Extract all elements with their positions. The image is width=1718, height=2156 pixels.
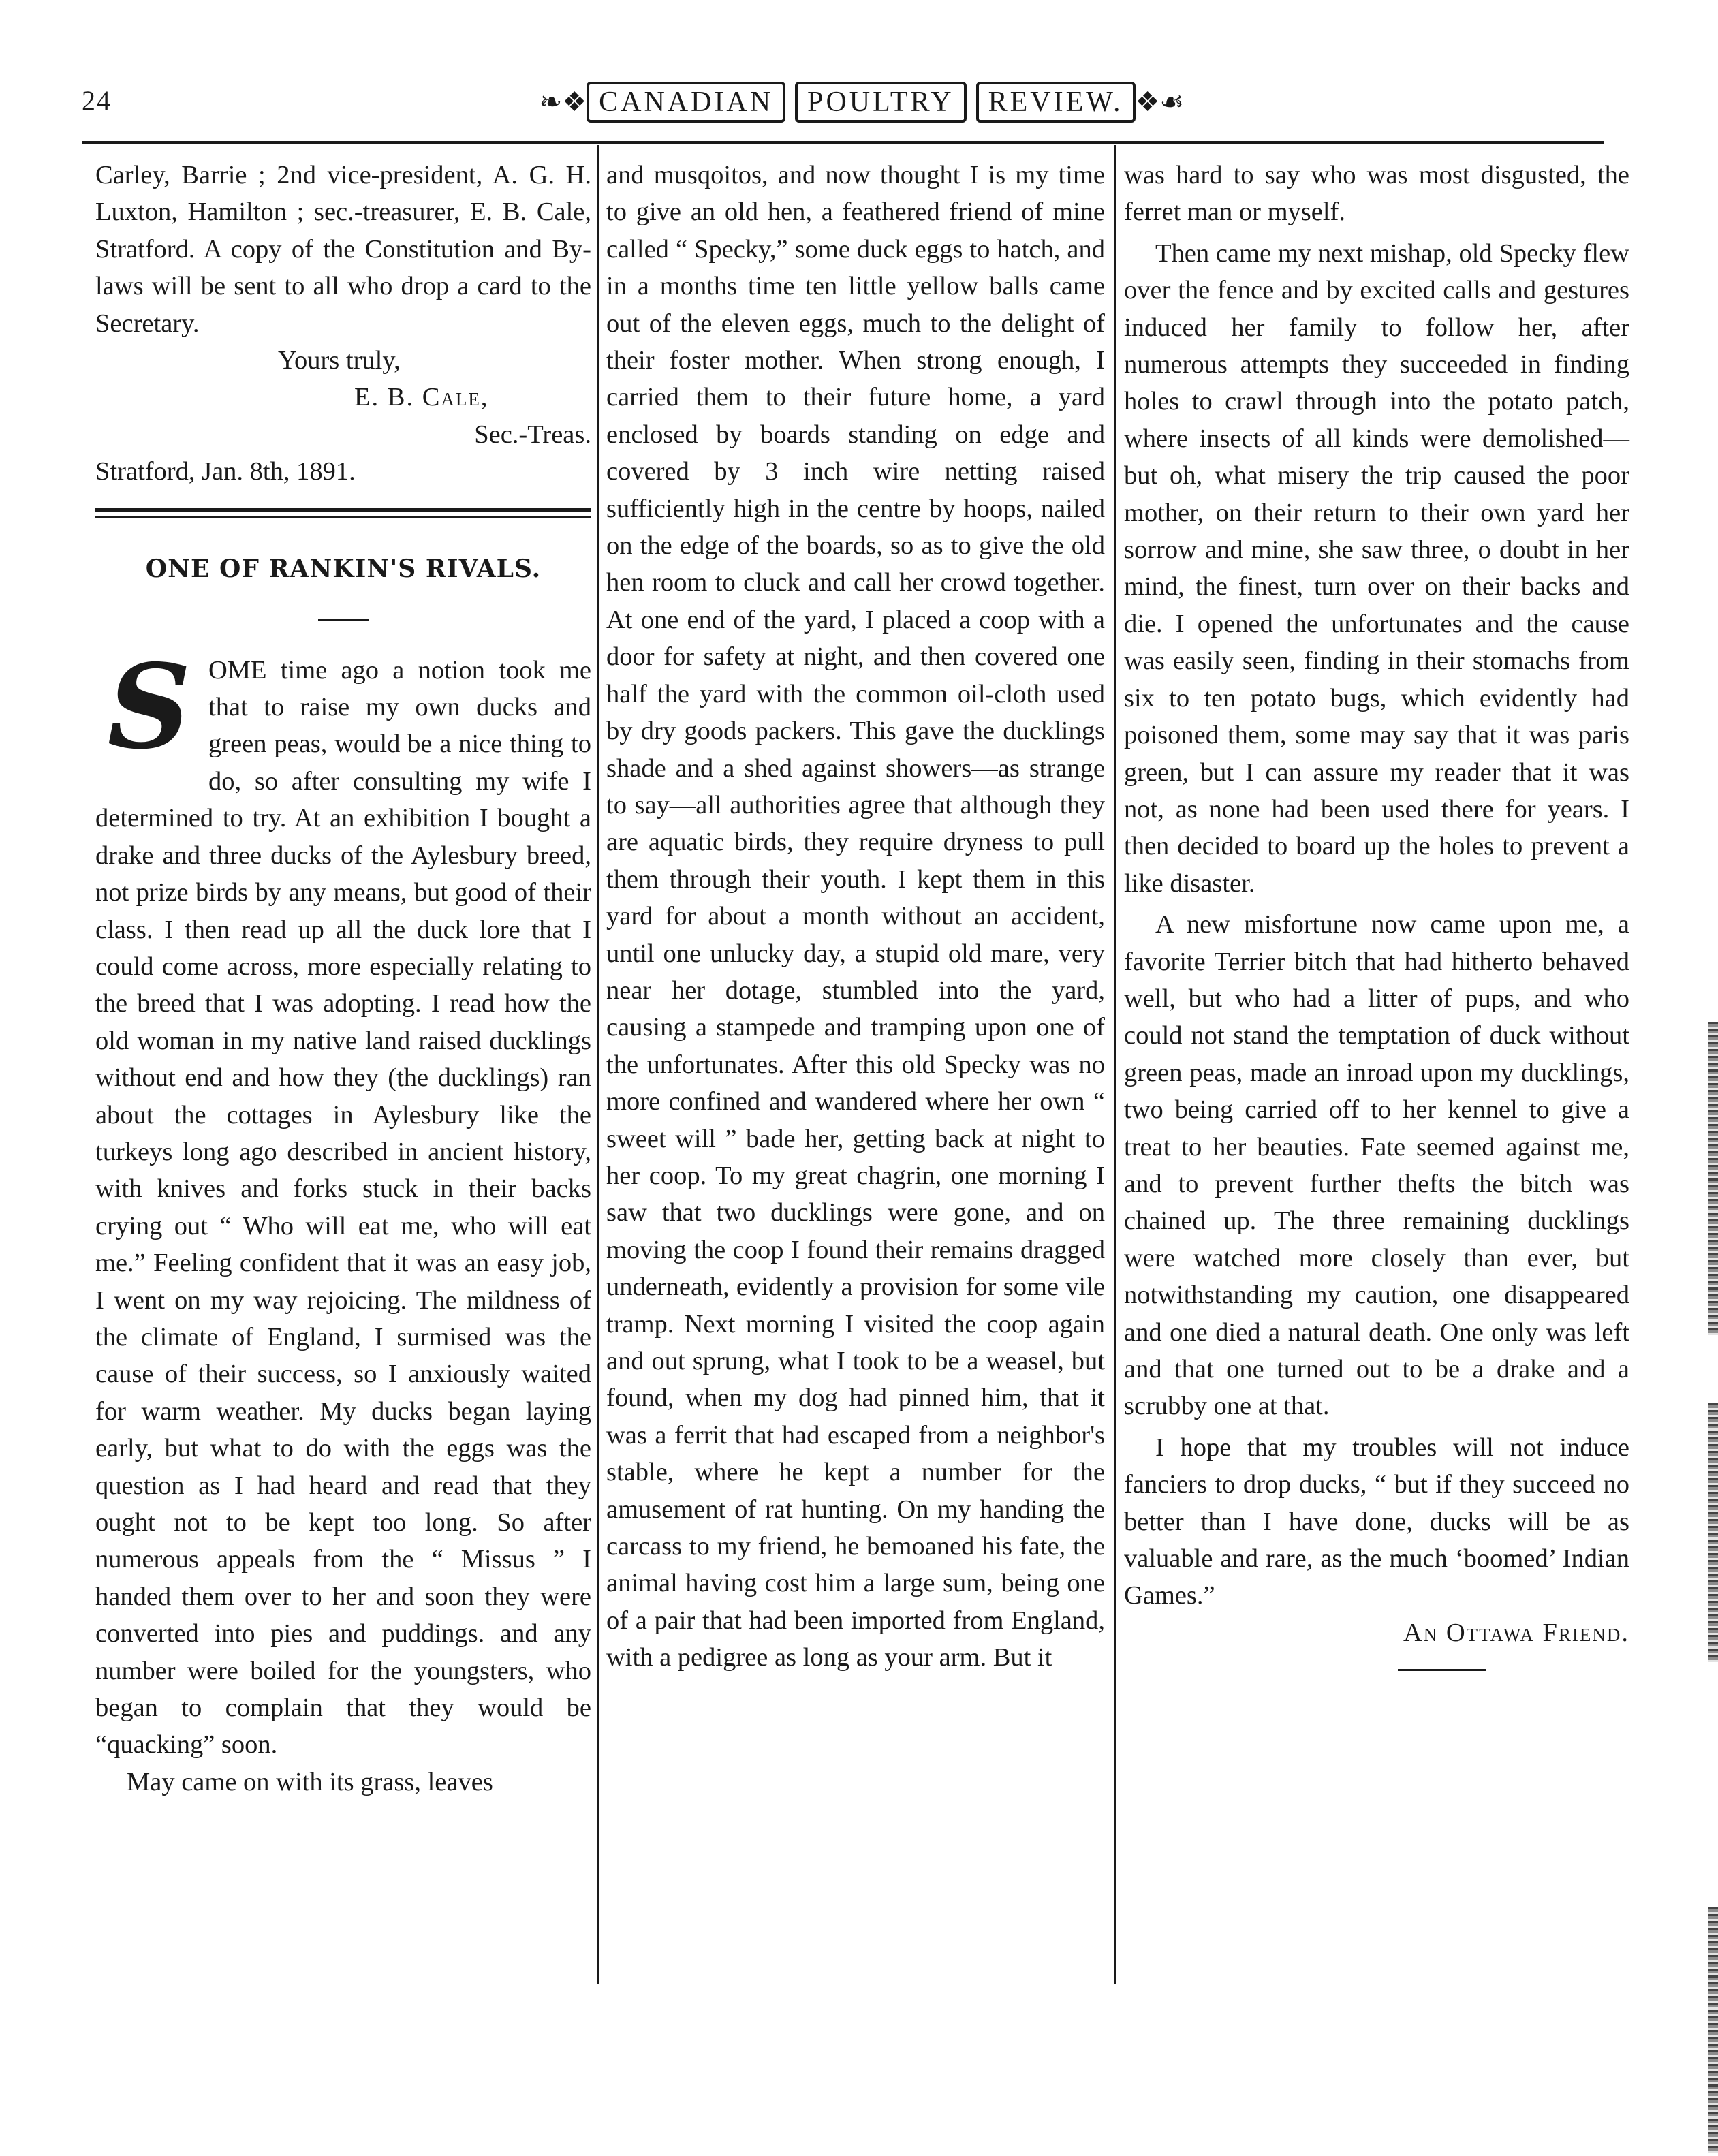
masthead [539, 68, 1185, 136]
scan-edge-mark [1708, 1022, 1718, 1335]
paragraph-text: OME time ago a notion took me that to raise my own ducks and green peas, would be a nice thing to do, so after consulting my wife I determined to try. At an exhibition I bought a drake and three ducks of the Aylesbury breed, not prize birds by any means, but good of their class. I then read up all the duck lore that I could come across, more especially relating to the breed that I was adopting. I read how the old woman in my native land raised ducklings without end and how they (the ducklings) ran about the cottages in Aylesbury like the turkeys long ago described in ancient history, with knives and forks stuck in their backs crying out “ Who will eat me, who will eat me.” Feeling confident that it was an easy job, I went on my way rejoicing. The mildness of the climate of England, I surmised was the cause of their success, so I anxiously waited for warm weather. My ducks began laying early, but what to do with the eggs was the question as I had heard and read that they ought not to be kept too long. So after numerous appeals from the “ Missus ” I handed them over to her and soon they were converted into pies and puddings. and any number were boiled for the youngsters, who began to complain that they would be “quacking” soon. [95, 655, 591, 1760]
article-signature: An Ottawa Friend. [1403, 1618, 1629, 1647]
article-paragraph: and musqoitos, and now thought I is my time to give an old hen, a feathered friend of mine called “ Specky,” some duck eggs to hatch, and in a months time ten little yellow balls came out of the eleven eggs, much to the delight of their foster mother. When strong enough, I carried them to their future home, a yard enclosed by boards standing on edge and covered by 3 inch wire netting raised sufficiently high in the centre by hoops, nailed on the edge of the boards, so as to give the old hen room to cluck and call her crowd together. At one end of the yard, I placed a coop with a door for safety at night, and then covered one half the yard with the common oil-cloth used by dry goods packers. This gave the ducklings shade and a shed against showers—as strange to say—all authorities agree that although they are aquatic birds, they require dryness to pull them through their youth. I kept them in this yard for about a month without an accident, until one unlucky day, a stupid old mare, very near her dotage, stumbled into the yard, causing a stampede and tramping upon one of the unfortunates. After this old Specky was no more confined and wandered where her own “ sweet will ” bade her, getting back at night to her coop. To my great chagrin, one morning I saw that two ducklings were gone, and on moving the coop I found their remains dragged underneath, evidently a provision for some vile tramp. Next morning I visited the coop again and out sprung, what I took to be a weasel, but found, when my dog had pinned him, that it was a ferrit that had escaped from a neighbor's stable, where he kept a number for the amusement of rat hunting. On my handing the carcass to my friend, he bemoaned his fate, the animal having cost him a large sum, being one of a pair that had been imported from England, with a pedigree as long as your arm. But it [606, 161, 1105, 1672]
masthead-word-poultry: POULTRY [795, 82, 967, 123]
masthead-word-review: REVIEW. [976, 82, 1136, 123]
end-rule [1398, 1669, 1486, 1671]
article-paragraph: Then came my next mishap, old Specky flew over the fence and by excited calls and gestures induced her family to follow her, after numerous attempts they succeeded in finding holes to crawl through into the potato patch, where insects of all kinds were demolished—but oh, what misery the trip caused the poor mother, on their return to their own yard her sorrow and mine, she saw three, o doubt in her mind, the finest, turn over on their backs and die. I opened the unfortunates and the cause was easily seen, finding in their stomachs from six to ten potato bugs, which evidently had poisoned them, some may say that it was paris green, but I can assure my reader that it was not, as none had been used there for years. I then decided to board up the holes to prevent a like disaster. [1124, 238, 1629, 898]
left-ornament-icon: ❧❖ [539, 87, 587, 117]
page-number: 24 [82, 85, 112, 116]
scan-edge-mark [1708, 1907, 1718, 2153]
article-paragraph: was hard to say who was most disgusted, the ferret man or myself. [1124, 161, 1629, 227]
masthead-title [587, 82, 1135, 123]
signoff-name: E. B. Cale, [354, 383, 489, 412]
signoff-title: Sec.-Treas. [474, 420, 591, 449]
column-divider-1 [597, 145, 599, 1984]
header-rule [82, 141, 1604, 144]
right-ornament-icon: ❖☙ [1135, 87, 1185, 117]
signoff-place-date: Stratford, Jan. 8th, 1891. [95, 457, 356, 486]
article-paragraph [95, 638, 591, 1764]
previous-article-ending: Carley, Barrie ; 2nd vice-president, A. G. H. Luxton, Hamilton ; sec.-treasurer, E. B. Cale, Stratford. A copy of the Constitution and By-laws will be sent to all who drop a card to the Secretary. [95, 161, 591, 338]
article-paragraph: A new misfortune now came upon me, a favorite Terrier bitch that had hitherto behaved well, but who had a litter of pups, and who could not stand the temptation of duck without green peas, made an inroad upon my ducklings, two being carried off to her kennel to give a treat to her beauties. Fate seemed against me, and to prevent further thefts the bitch was chained up. The three remaining ducklings were watched more closely than ever, but notwithstanding my caution, one disappeared and one died a natural death. One only was left and that one turned out to be a drake and a scrubby one at that. [1124, 910, 1629, 1421]
article-separator-rule [95, 508, 591, 518]
article-paragraph: May came on with its grass, leaves [127, 1767, 493, 1796]
masthead-word-canadian: CANADIAN [587, 82, 785, 123]
signoff-yours-truly: Yours truly, [278, 346, 401, 375]
column-3 [1124, 157, 1629, 1671]
column-divider-2 [1114, 145, 1116, 1984]
column-2 [606, 157, 1105, 1676]
drop-cap-letter: S [107, 638, 191, 775]
article-paragraph: I hope that my troubles will not induce fanciers to drop ducks, “ but if they succeed no better than I have done, ducks will be as valuable and rare, as the much ‘boomed’ Indian Games.” [1124, 1433, 1629, 1610]
column-1 [95, 157, 591, 1800]
scan-edge-mark [1708, 1403, 1718, 1662]
article-title: ONE OF RANKIN'S RIVALS. [145, 554, 542, 583]
title-underline-rule [318, 619, 369, 621]
